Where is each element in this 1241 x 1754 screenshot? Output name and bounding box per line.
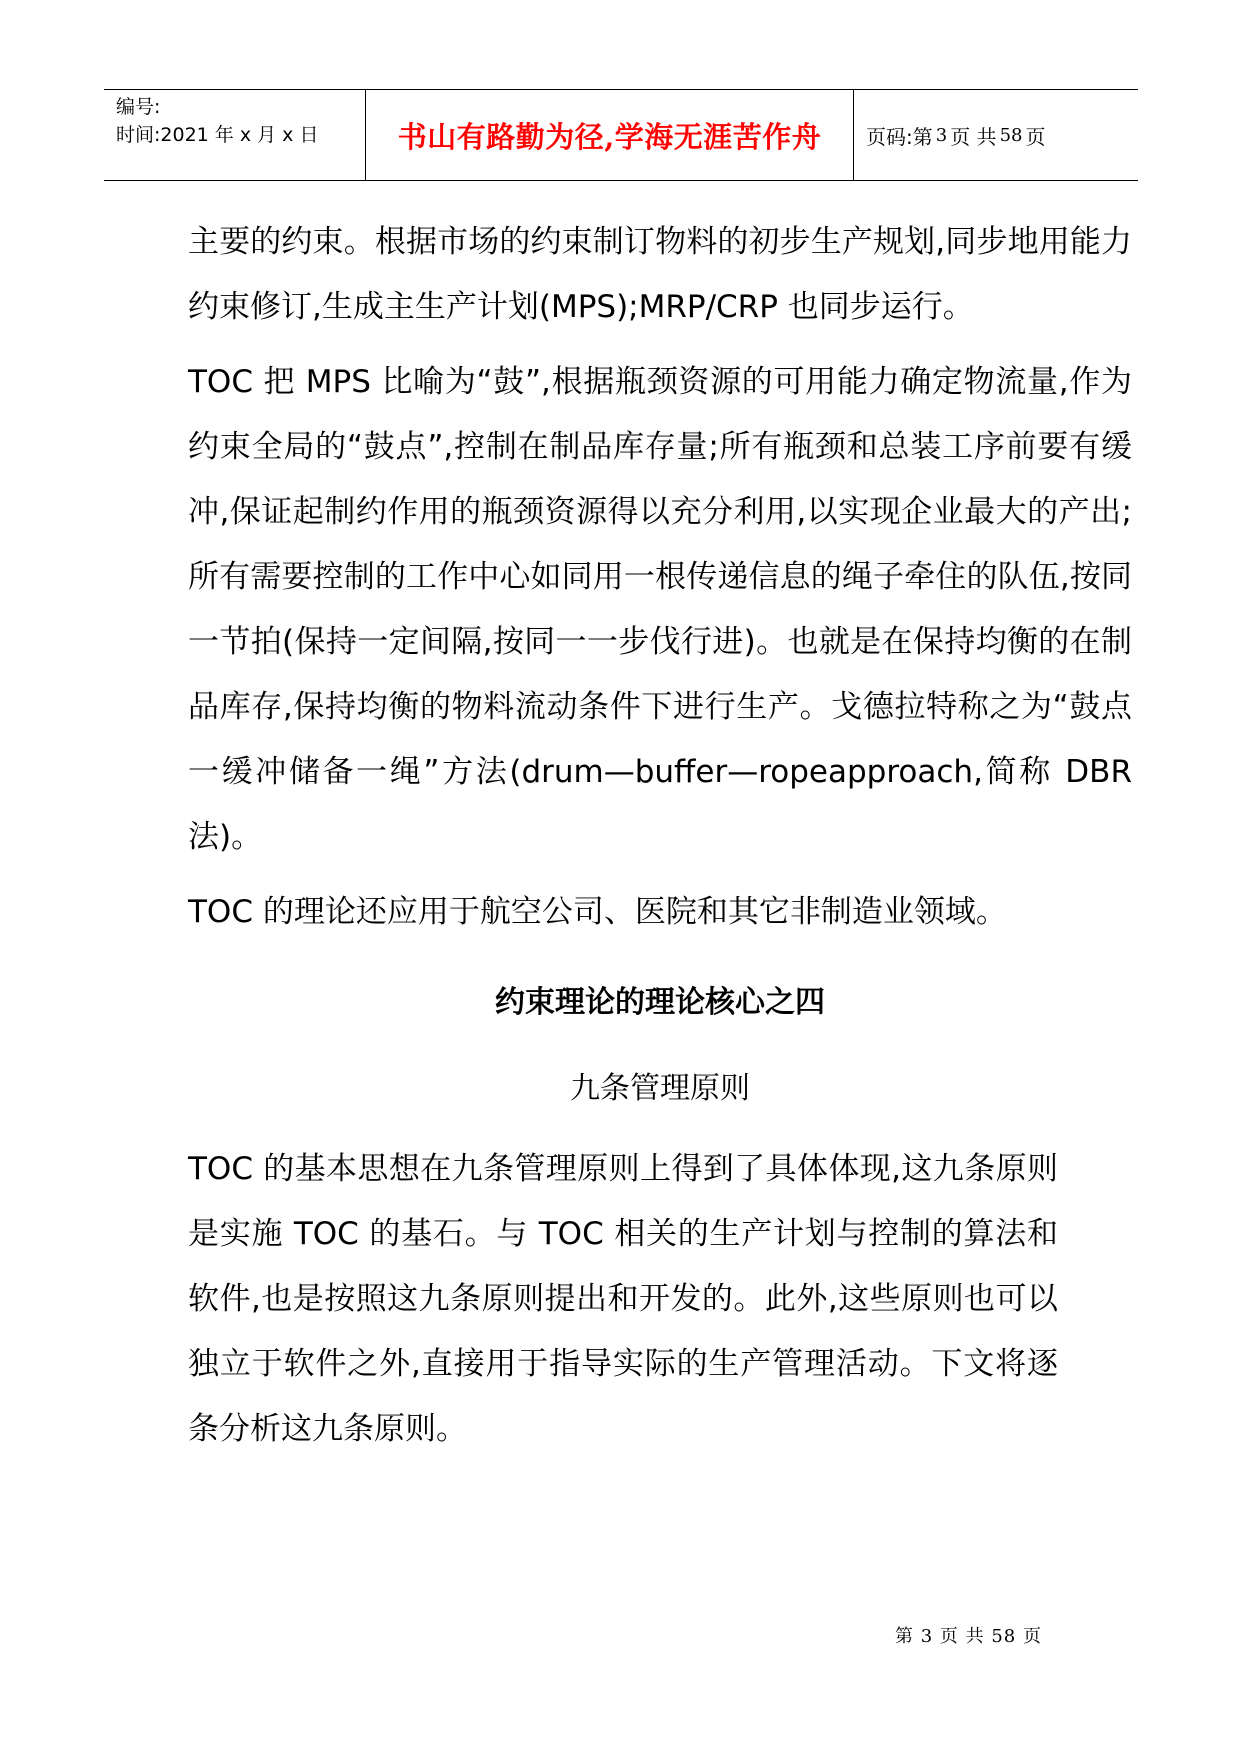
paragraph-dbr: TOC 把 MPS 比喻为“鼓”,根据瓶颈资源的可用能力确定物流量,作为约束全局的“鼓点”,控制在制品库存量;所有瓶颈和总装工序前要有缓冲,保证起制约作用的瓶颈资源得以充分利用,以实现企业最大的产出;所有需要控制的工作中心如同用一根传递信息的绳子牵住的队伍,按同一节拍(保持一定间隔,按同一一步伐行进)。也就是在保持均衡的在制品库存,保持均衡的物料流动条件下进行生产。戈德拉特称之为“鼓点一缓冲储备一绳”方法(drum—buffer—ropeapproach,简称 DBR 法)。 bbox=[188, 364, 1132, 855]
header-meta bbox=[104, 90, 366, 180]
header-page-number bbox=[854, 90, 1138, 180]
paragraph-constraints: 主要的约束。根据市场的约束制订物料的初步生产规划,同步地用能力约束修订,生成主生产计划(MPS);MRP/CRP 也同步运行。 bbox=[188, 224, 1132, 325]
page-total: 58 bbox=[999, 124, 1023, 146]
page-mid: 页 共 bbox=[950, 124, 997, 149]
page-suffix: 页 bbox=[1025, 124, 1046, 149]
document-time: 时间:2021 年 x 月 x 日 bbox=[116, 124, 319, 146]
section-title: 约束理论的理论核心之四 bbox=[495, 985, 825, 1020]
paragraph-nine-principles: TOC 的基本思想在九条管理原则上得到了具体体现,这九条原则是实施 TOC 的基石。与 TOC 相关的生产计划与控制的算法和软件,也是按照这九条原则提出和开发的。此外,这些原则也可以独立于软件之外,直接用于指导实际的生产管理活动。下文将逐条分析这九条原则。 bbox=[188, 1151, 1058, 1447]
page-header bbox=[104, 89, 1138, 181]
page-footer: 第 3 页 共 58 页 bbox=[895, 1626, 1042, 1647]
page-current: 3 bbox=[935, 124, 948, 146]
header-motto: 书山有路勤为径,学海无涯苦作舟 bbox=[366, 90, 854, 180]
paragraph-applications: TOC 的理论还应用于航空公司、医院和其它非制造业领域。 bbox=[188, 894, 1007, 930]
page-prefix: 页码:第 bbox=[866, 124, 933, 149]
section-subtitle: 九条管理原则 bbox=[570, 1071, 750, 1106]
document-body bbox=[188, 210, 1132, 1472]
document-number-label: 编号: bbox=[116, 96, 161, 118]
